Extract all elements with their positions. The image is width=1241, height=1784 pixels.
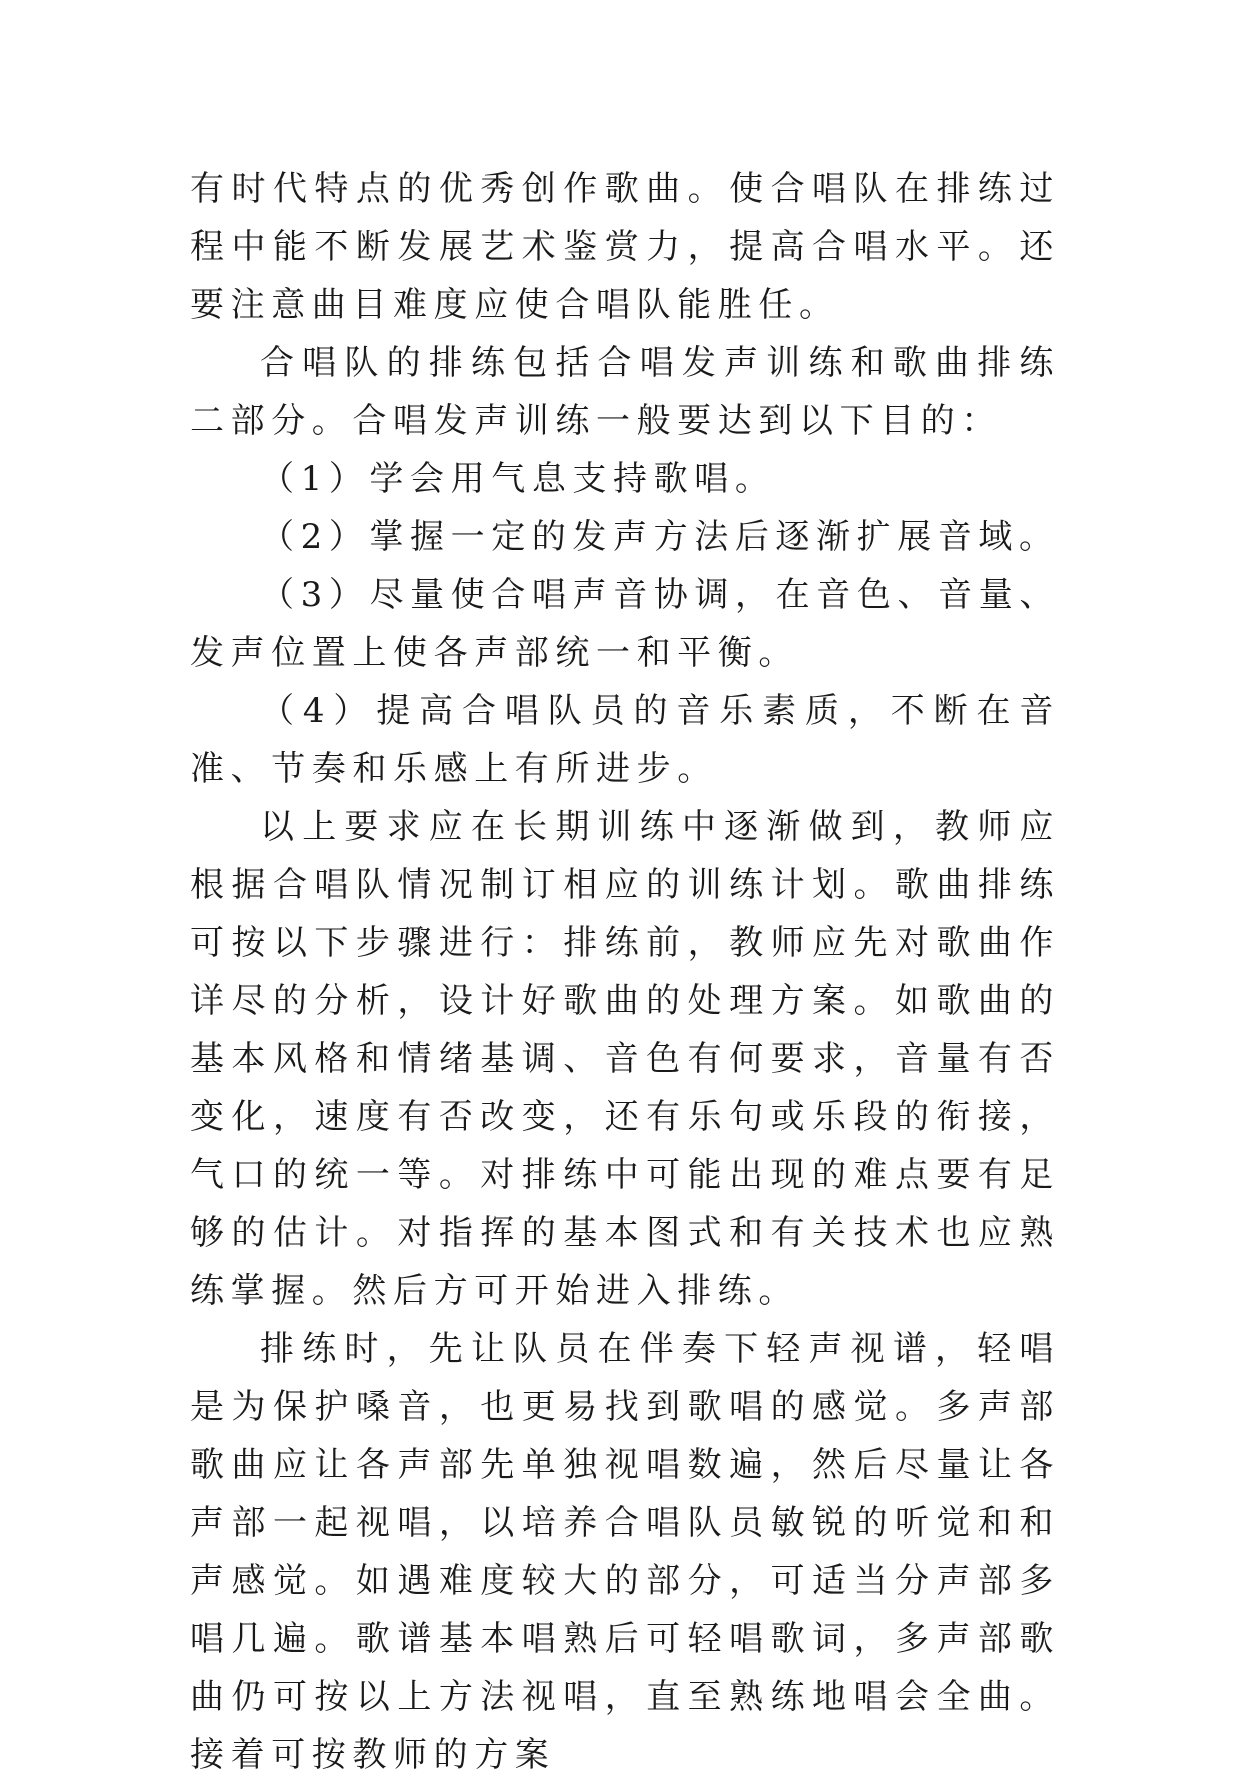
paragraph-continuation: 有时代特点的优秀创作歌曲。使合唱队在排练过程中能不断发展艺术鉴赏力，提高合唱水平。还要注意曲目难度应使合唱队能胜任。 <box>190 169 1060 325</box>
body-text <box>190 160 1060 1784</box>
list-item-4: （4）提高合唱队员的音乐素质，不断在音准、节奏和乐感上有所进步。 <box>190 691 1060 789</box>
paragraph-rehearsal-intro: 合唱队的排练包括合唱发声训练和歌曲排练二部分。合唱发声训练一般要达到以下目的： <box>190 343 1060 441</box>
list-item-2: （2）掌握一定的发声方法后逐渐扩展音域。 <box>260 517 1060 557</box>
list-item-1: （1）学会用气息支持歌唱。 <box>260 459 776 499</box>
paragraph-rehearsal-process: 排练时，先让队员在伴奏下轻声视谱，轻唱是为保护嗓音，也更易找到歌唱的感觉。多声部歌曲应让各声部先单独视唱数遍，然后尽量让各声部一起视唱，以培养合唱队员敏锐的听觉和和声感觉。如遇难度较大的部分，可适当分声部多唱几遍。歌谱基本唱熟后可轻唱歌词，多声部歌曲仍可按以上方法视唱，直至熟练地唱会全曲。接着可按教师的方案 <box>190 1329 1060 1775</box>
list-item-3: （3）尽量使合唱声音协调，在音色、音量、发声位置上使各声部统一和平衡。 <box>190 575 1060 673</box>
paragraph-rehearsal-steps: 以上要求应在长期训练中逐渐做到，教师应根据合唱队情况制订相应的训练计划。歌曲排练可按以下步骤进行：排练前，教师应先对歌曲作详尽的分析，设计好歌曲的处理方案。如歌曲的基本风格和情绪基调、音色有何要求，音量有否变化，速度有否改变，还有乐句或乐段的衔接，气口的统一等。对排练中可能出现的难点要有足够的估计。对指挥的基本图式和有关技术也应熟练掌握。然后方可开始进入排练。 <box>190 807 1060 1311</box>
